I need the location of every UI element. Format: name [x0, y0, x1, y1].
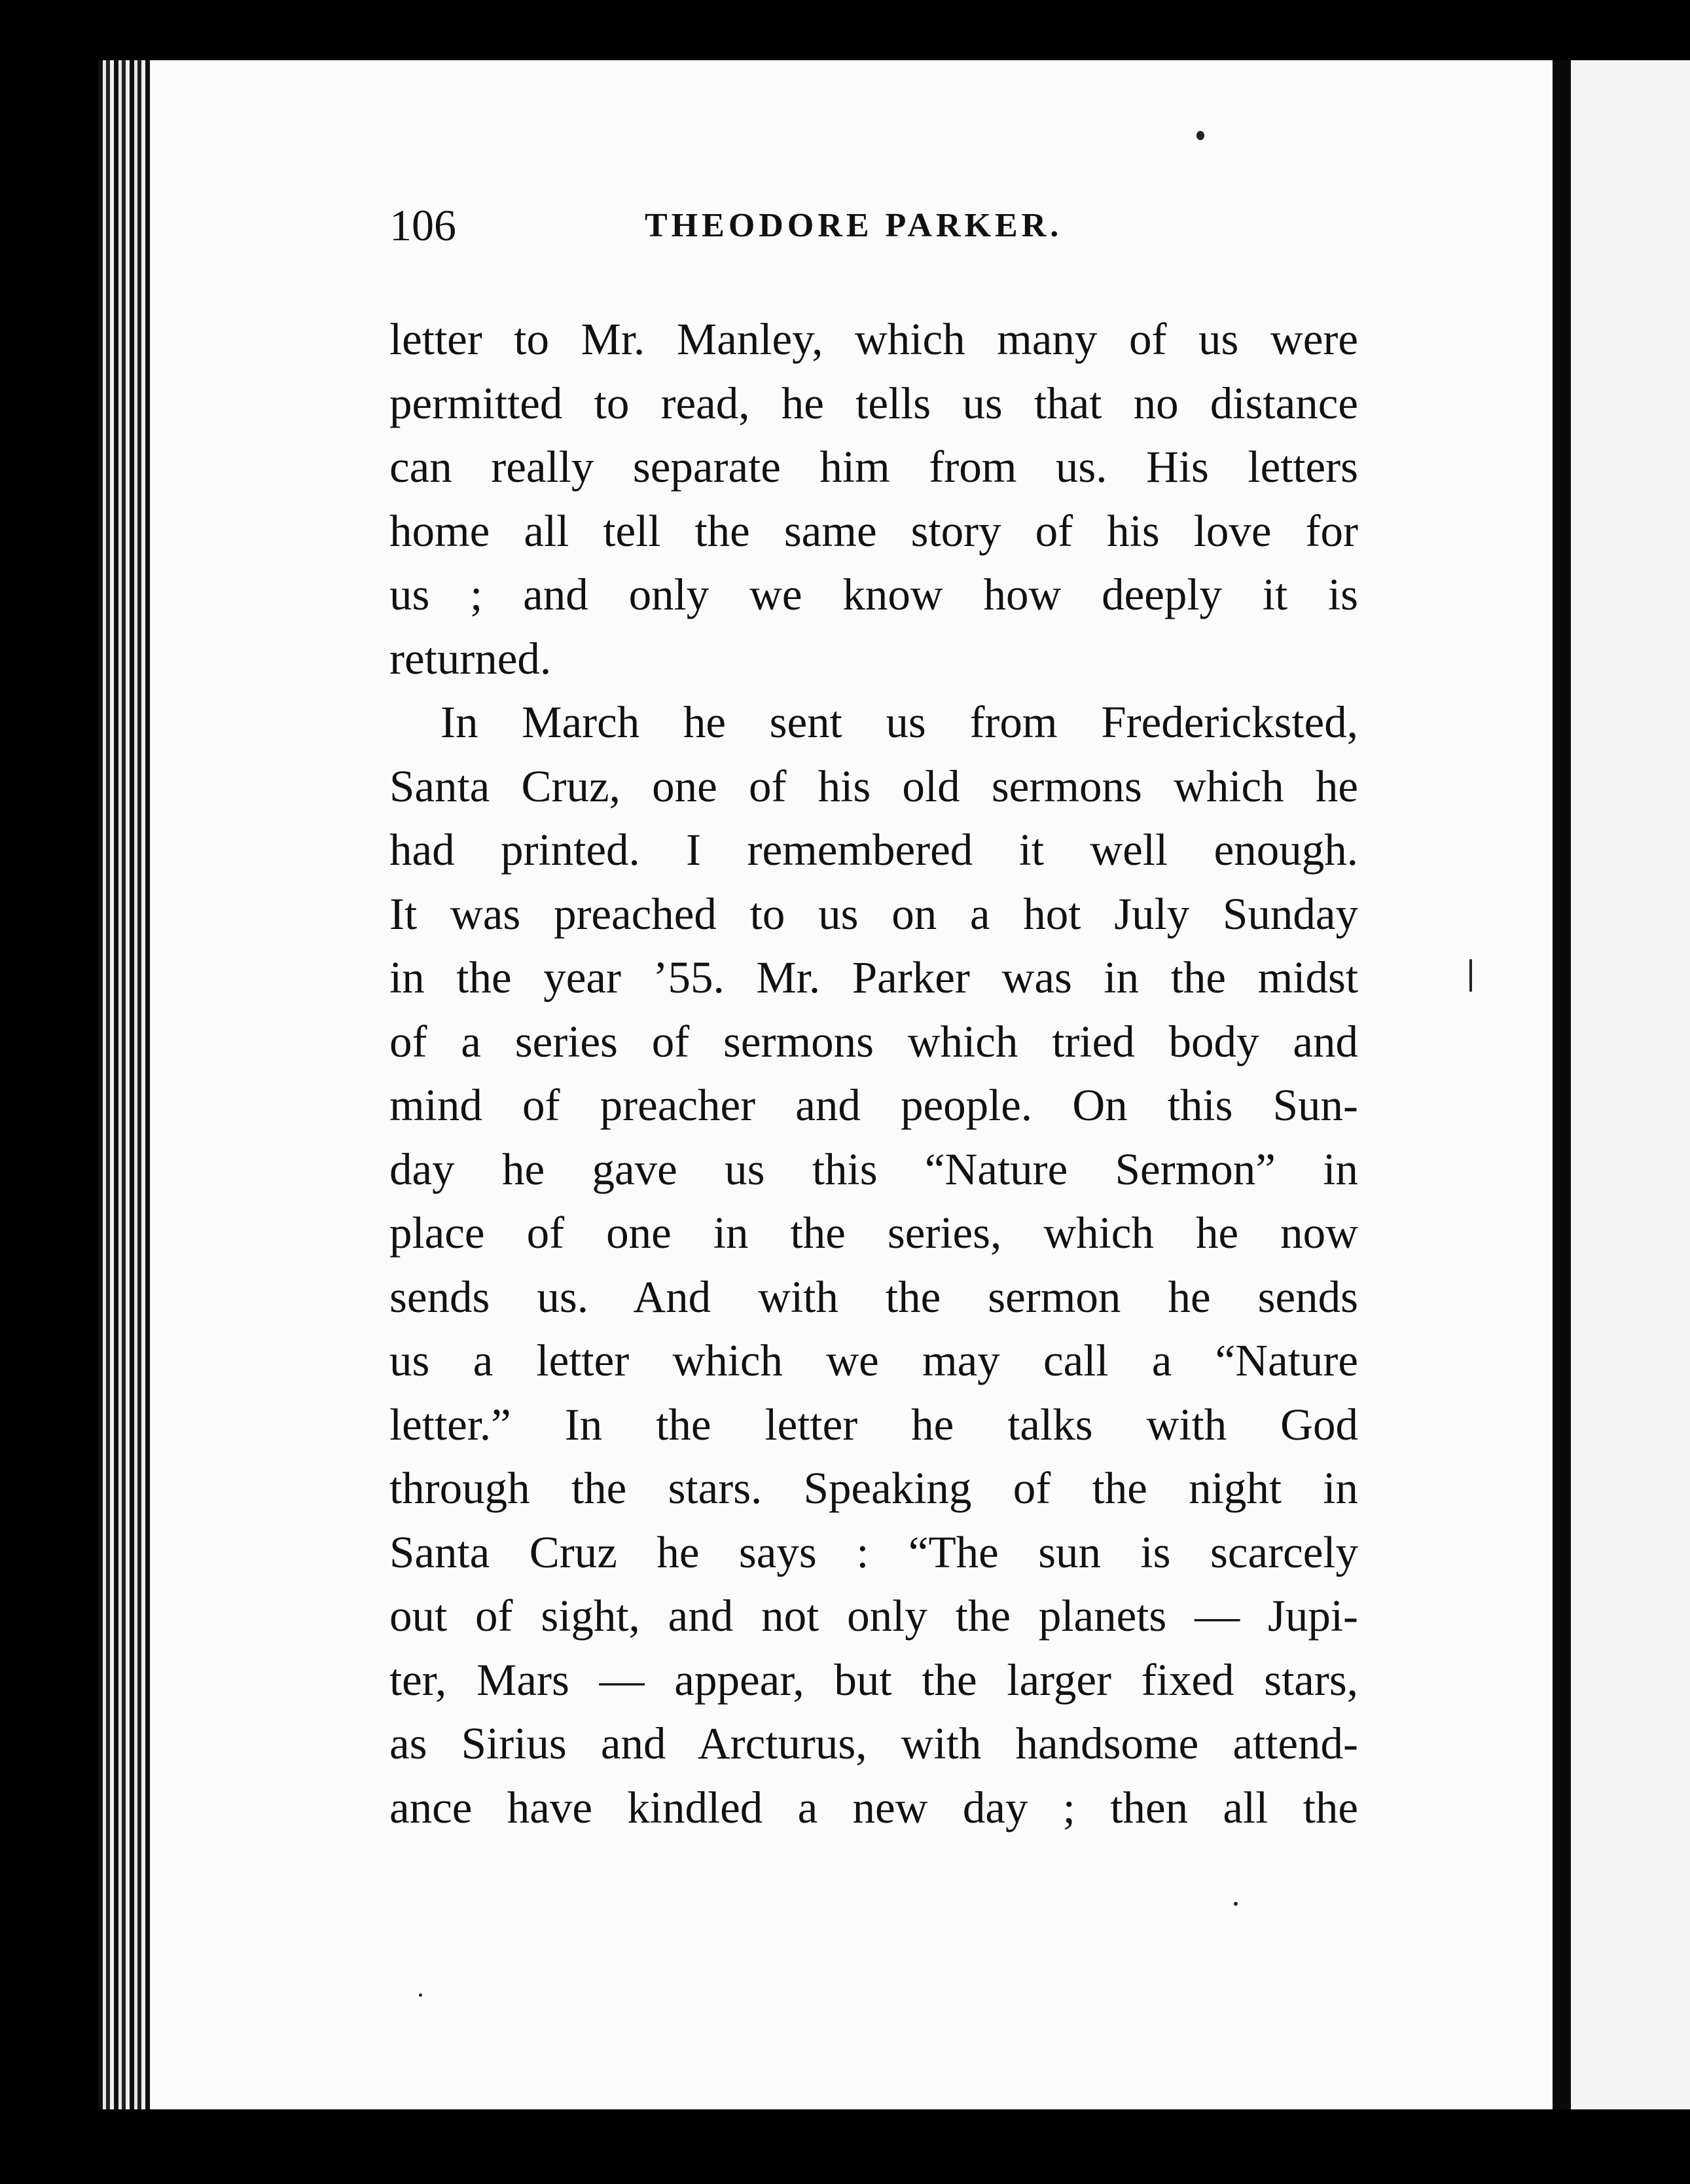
ink-speck: [1196, 131, 1204, 140]
text-line: out of sight, and not only the planets — Jupi-: [389, 1591, 1358, 1641]
text-line: Santa Cruz, one of his old sermons which he: [389, 761, 1358, 811]
text-line: returned.: [389, 633, 552, 683]
text-line: day he gave us this “Nature Sermon” in: [389, 1144, 1358, 1194]
text-line: mind of preacher and people. On this Sun-: [389, 1080, 1358, 1130]
text-line: can really separate him from us. His letters: [389, 442, 1358, 492]
text-line: letter to Mr. Manley, which many of us were: [389, 314, 1358, 364]
text-line: permitted to read, he tells us that no distance: [389, 378, 1358, 428]
text-line: ter, Mars — appear, but the larger fixed stars,: [389, 1654, 1358, 1705]
text-line: letter.” In the letter he talks with God: [389, 1399, 1358, 1449]
text-line: sends us. And with the sermon he sends: [389, 1271, 1358, 1322]
ink-speck: [1469, 959, 1472, 992]
page-number: 106: [389, 200, 456, 250]
text-line: In March he sent us from Fredericksted,: [440, 697, 1358, 747]
text-line: It was preached to us on a hot July Sunday: [389, 888, 1358, 939]
text-line: in the year ’55. Mr. Parker was in the midst: [389, 953, 1358, 1002]
text-line: as Sirius and Arcturus, with handsome attend-: [389, 1719, 1358, 1768]
ink-speck: [419, 1993, 422, 1997]
running-title: THEODORE PARKER.: [645, 207, 1063, 244]
ink-speck: [1234, 1902, 1238, 1906]
page-edge-shadow: [1553, 60, 1571, 2109]
adjacent-page-edge: [1571, 60, 1690, 2109]
text-line: us a letter which we may call a “Nature: [389, 1336, 1358, 1385]
text-line: through the stars. Speaking of the night in: [389, 1463, 1358, 1513]
text-line: of a series of sermons which tried body and: [389, 1016, 1358, 1066]
text-line: had printed. I remembered it well enough.: [389, 825, 1358, 875]
text-line: home all tell the same story of his love for: [389, 505, 1358, 556]
text-line: ance have kindled a new day ; then all the: [389, 1782, 1358, 1832]
text-line: Santa Cruz he says : “The sun is scarcely: [389, 1527, 1358, 1577]
page-header: [389, 200, 1365, 259]
text-line: us ; and only we know how deeply it is: [389, 570, 1358, 619]
body-text: [389, 308, 1358, 1840]
book-gutter: [98, 60, 151, 2109]
text-line: place of one in the series, which he now: [389, 1208, 1358, 1258]
